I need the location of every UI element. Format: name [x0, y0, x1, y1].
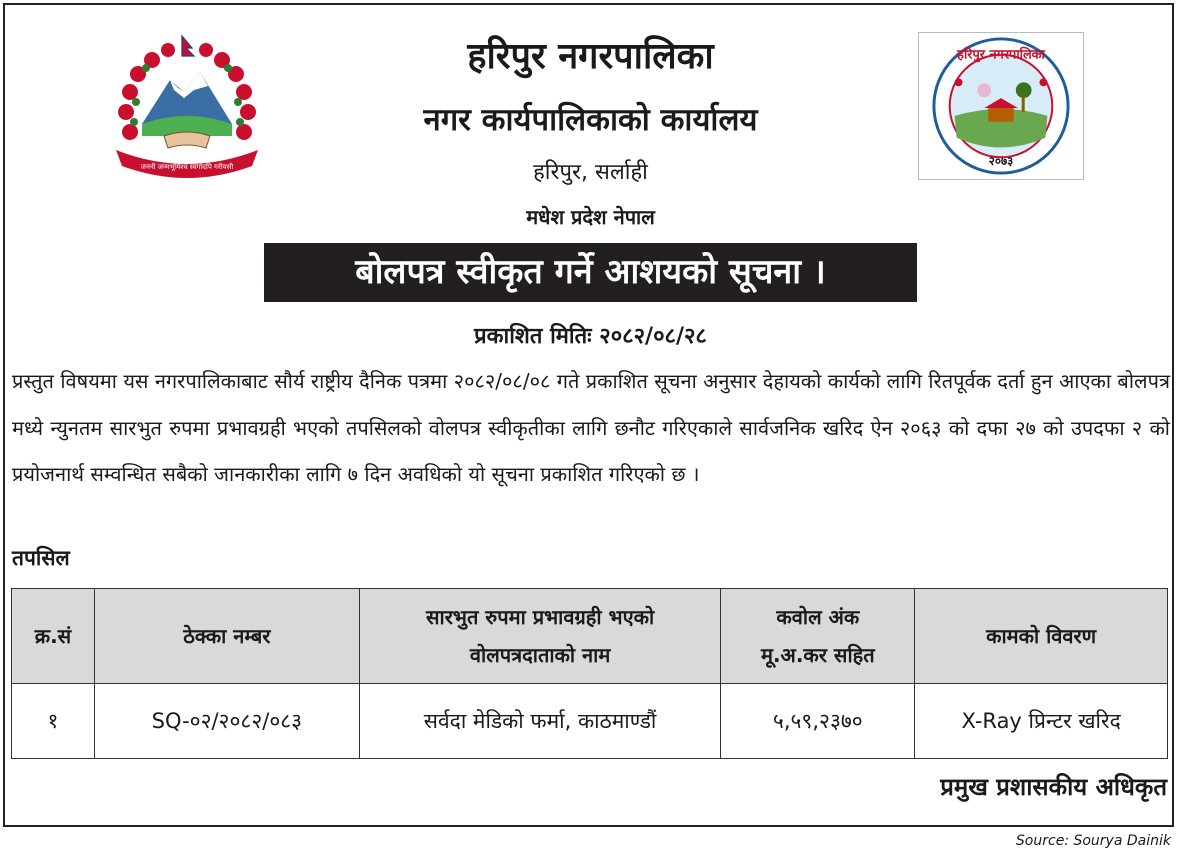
signature-title: प्रमुख प्रशासकीय अधिकृत: [940, 773, 1167, 801]
office-province: मधेश प्रदेश नेपाल: [526, 205, 655, 229]
table-row: [12, 684, 1168, 759]
notice-banner: बोलपत्र स्वीकृत गर्ने आशयको सूचना ।: [264, 243, 917, 302]
source-credit: Source: Sourya Dainik: [1015, 833, 1171, 849]
body-paragraph: प्रस्तुत विषयमा यस नगरपालिकाबाट सौर्य राष्ट्रीय दैनिक पत्रमा २०८२/०८/०८ गते प्रकाशित सूचना अनुसार देहायको कार्यको लागि रितपूर्वक दर्ता हुन आएका बोलपत्र मध्ये न्युनतम सारभुत रुपमा प्रभावग्रही भएको तपसिलको वोलपत्र स्वीकृतीका लागि छनौट गरिएकाले सार्वजनिक खरिद ऐन २०६३ को दफा २७ को उपदफा २ को प्रयोजनार्थ सम्वन्धित सबैको जानकारीका लागि ७ दिन अवधिको यो सूचना प्रकाशित गरिएको छ ।: [12, 369, 1170, 486]
bid-table: [11, 588, 1168, 759]
col-header-contract-no: ठेक्का नम्बर: [94, 589, 359, 684]
office-title: नगर कार्यपालिकाको कार्यालय: [423, 102, 758, 138]
cell-sn: १: [12, 684, 95, 759]
col-header-amount-line2: मू.अ.कर सहित: [760, 643, 875, 667]
col-header-description: कामको विवरण: [915, 589, 1168, 684]
office-location: हरिपुर, सर्लाही: [533, 160, 648, 185]
col-header-bidder: [359, 589, 721, 684]
table-header-row: [12, 589, 1168, 684]
col-header-bidder-line2: वोलपत्रदाताको नाम: [469, 643, 611, 667]
logo-arc-text: हरिपुर नगरपालिका: [957, 47, 1045, 63]
cell-description: X-Ray प्रिन्टर खरिद: [915, 684, 1168, 759]
cell-contract-no: SQ-०२/२०८२/०८३: [94, 684, 359, 759]
col-header-amount: [721, 589, 915, 684]
col-header-sn: क्र.सं: [12, 589, 95, 684]
cell-bidder: सर्वदा मेडिको फर्मा, काठमाण्डौं: [359, 684, 721, 759]
notice-body: [12, 358, 1170, 498]
cell-amount: ५,५९,२३७०: [721, 684, 915, 759]
col-header-amount-line1: कवोल अंक: [776, 605, 860, 629]
emblem-motto: जननी जन्मभूमिश्च स्वर्गादपि गरीयसी: [140, 163, 234, 171]
published-date: प्रकाशित मितिः २०८२/०८/२८: [474, 324, 707, 349]
table-heading: तपसिल: [12, 546, 70, 570]
logo-year: २०७३: [988, 154, 1014, 169]
municipality-title: हरिपुर नगरपालिका: [467, 36, 714, 77]
col-header-bidder-line1: सारभुत रुपमा प्रभावग्रही भएको: [426, 605, 655, 629]
